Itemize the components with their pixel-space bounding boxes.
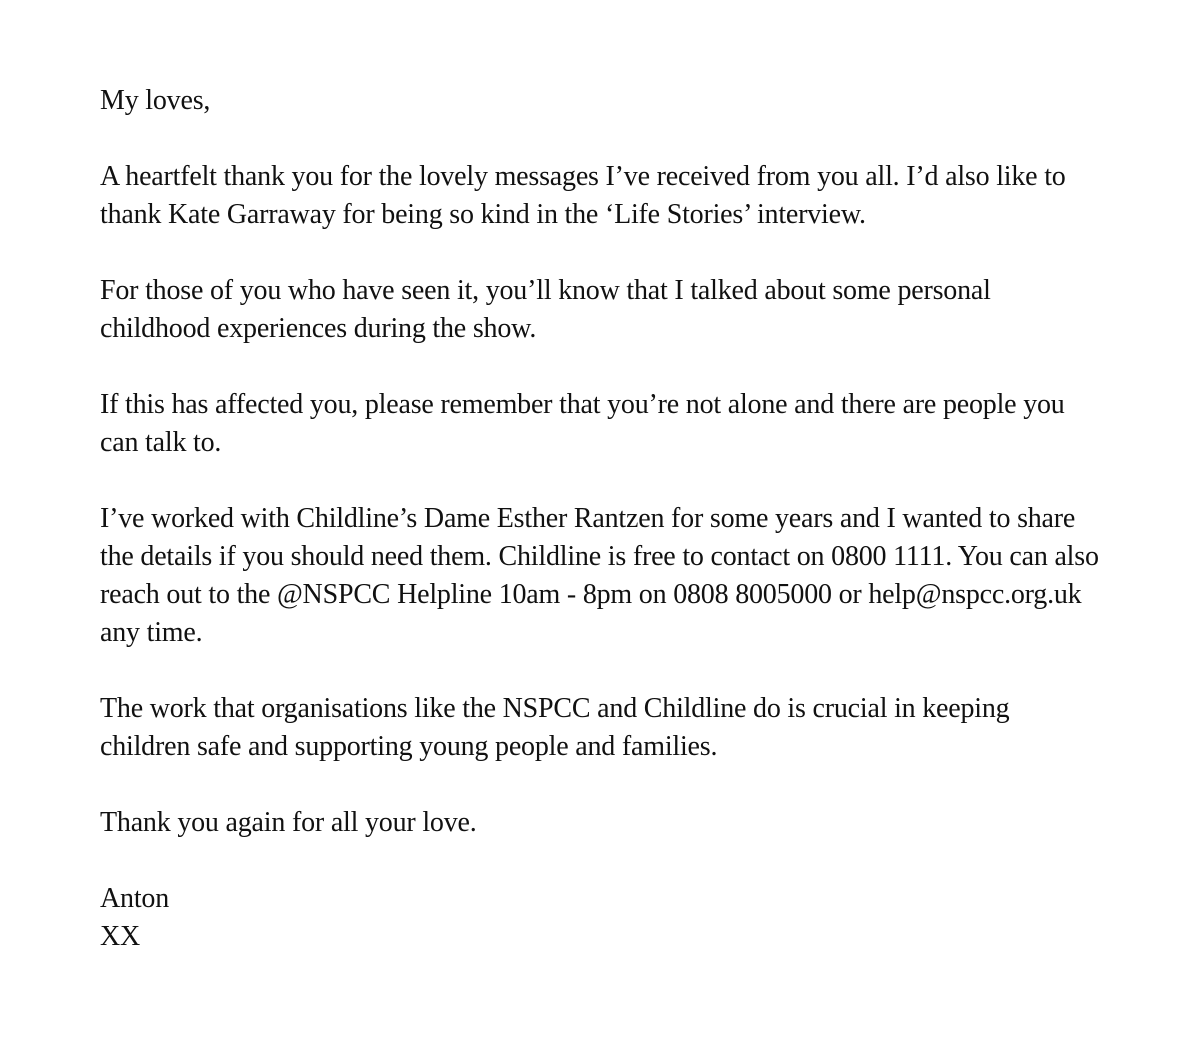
paragraph-interview: For those of you who have seen it, you’ll know that I talked about some personal childhood experiences during the show.	[100, 275, 991, 344]
letter-body	[100, 82, 1100, 956]
paragraph-helplines: I’ve worked with Childline’s Dame Esther Rantzen for some years and I wanted to share the details if you should need them. Childline is free to contact on 0800 1111. You can also reach out to the @NSPCC Helpline 10am - 8pm on 0808 8005000 or help@nspcc.org.uk any time.	[100, 503, 1099, 648]
greeting: My loves,	[100, 85, 211, 116]
paragraph-not-alone: If this has affected you, please remember that you’re not alone and there are people you can talk to.	[100, 389, 1065, 458]
paragraph-closing: Thank you again for all your love.	[100, 807, 477, 838]
paragraph-organisations: The work that organisations like the NSPCC and Childline do is crucial in keeping children safe and supporting young people and families.	[100, 693, 1010, 762]
paragraph-thanks: A heartfelt thank you for the lovely messages I’ve received from you all. I’d also like to thank Kate Garraway for being so kind in the ‘Life Stories’ interview.	[100, 161, 1066, 230]
signature-kisses: XX	[100, 921, 141, 952]
signature-name: Anton	[100, 883, 170, 914]
